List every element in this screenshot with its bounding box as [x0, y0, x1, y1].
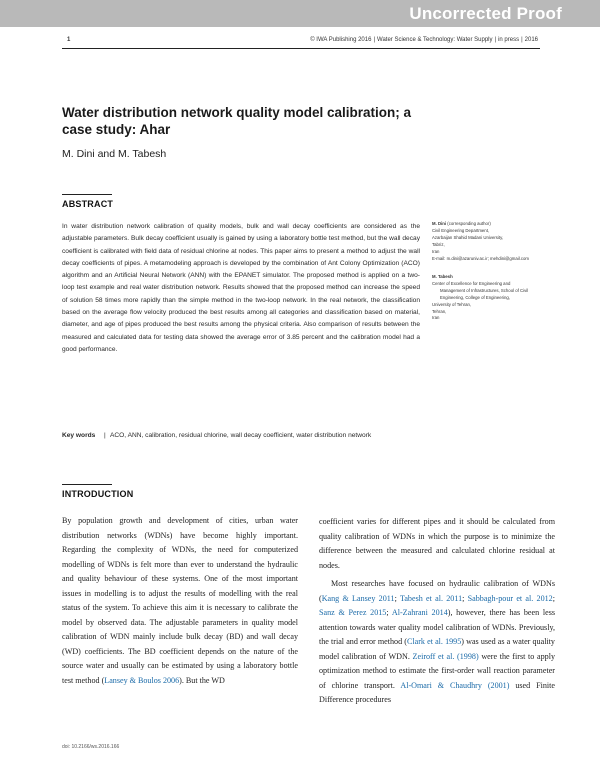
keywords-block: [62, 430, 420, 442]
intro-text: ). But the WD: [179, 675, 225, 685]
keywords-text: ACO, ANN, calibration, residual chlorine, wall decay coefficient, water distribution network: [110, 432, 372, 439]
citation-link[interactable]: Kang & Lansey 2011: [321, 593, 395, 603]
keywords-label: Key words: [62, 432, 96, 439]
intro-paragraph: [62, 514, 298, 688]
citation-link[interactable]: Zeiroff et al. (1998): [412, 651, 479, 661]
affiliation-author1: [432, 221, 562, 262]
citation-link[interactable]: Clark et al. 1995: [406, 637, 462, 646]
abstract-heading: ABSTRACT: [62, 199, 114, 209]
affil1-line: Tabriz,: [432, 241, 445, 247]
citation-link[interactable]: Sanz & Perez 2015: [319, 608, 387, 617]
affil2-line: Center of Excellence for Engineering and: [432, 280, 511, 286]
affil1-line: Azarbaijan Shahid Madani University,: [432, 234, 504, 240]
article-authors: M. Dini and M. Tabesh: [62, 148, 167, 160]
citation-link[interactable]: Al-Zahrani 2014: [391, 608, 448, 617]
intro-text: ), however, there has been less attention towards water quality model calibration of WDNs. Previously, the trial and error method (: [319, 608, 556, 646]
intro-text: ;: [386, 608, 392, 617]
intro-text: ;: [552, 593, 555, 603]
author1-role: (corresponding author): [447, 221, 491, 226]
intro-text: ) was used as a water quality model calibration of WDN.: [319, 637, 555, 661]
affil2-line: University of Tehran,: [432, 301, 472, 307]
affil1-line: Iran: [432, 248, 440, 254]
introduction-rule: [62, 484, 112, 485]
affiliation-author2: [432, 274, 562, 322]
body-column-right: [319, 515, 555, 708]
abstract-body: [62, 221, 420, 356]
intro-text: Most researches have focused on hydraulic calibration of WDNs (: [319, 579, 555, 603]
intro-paragraph-continued: coefficient varies for different pipes and it should be calculated from quality calibration of WDNs in which the purpose is to minimize the difference between the measured and calculated chlorine residual at nodes.: [319, 517, 555, 570]
intro-text: ;: [394, 593, 400, 603]
header-rule: [62, 48, 540, 49]
affil2-line: Iran: [432, 315, 440, 321]
doi-footer[interactable]: doi: 10.2166/ws.2016.166: [62, 744, 120, 750]
intro-text: By population growth and development of cities, urban water distribution networks (WDNs) have become highly important. Regarding the complexity of WDNs, the need for computerized modelling of WDNs is felt more than ever to understand the hydraulic and quality behaviour of these systems. One of the most important issues in modelling is to adjust the results of modelling with the real status of the system. To achieve this aim it is necessary to calibrate the model by observed data. The adjustable parameters in quality model calibration of WDN mainly include bulk decay (BD) and wall decay (WD) coefficients. The BD coefficient depends on the nature of the source water and usually can be estimated by using a laboratory bottle test method (: [62, 516, 298, 685]
affil2-line: Tehran,: [432, 308, 447, 314]
intro-text: ;: [462, 593, 468, 603]
abstract-rule: [62, 194, 112, 195]
journal-name: Water Science & Technology: Water Supply: [377, 37, 493, 43]
article-title: Water distribution network quality model calibration; a case study: Ahar: [62, 105, 412, 137]
keywords-separator: |: [104, 432, 106, 439]
affil2-line: Engineering, College of Engineering,: [440, 294, 510, 300]
intro-paragraph: [319, 577, 555, 708]
author1-name: M. Dini: [432, 221, 447, 226]
page-number: 1: [67, 37, 71, 43]
proof-banner-text: Uncorrected Proof: [409, 4, 562, 23]
press-status: in press: [498, 37, 520, 43]
proof-banner: [0, 0, 600, 27]
running-head-right: © IWA Publishing 2016 | Water Science & Technology: Water Supply | in press | 2016: [310, 37, 538, 43]
intro-text: used Finite Difference procedures: [319, 680, 555, 704]
journal-year: 2016: [524, 37, 538, 43]
author2-name: M. Tabesh: [432, 274, 453, 279]
citation-link[interactable]: Sabbagh-pour et al. 2012: [467, 593, 553, 603]
intro-text: were the first to apply optimization method to estimate the first-order wall reaction parameter of chlorine transport.: [319, 651, 555, 690]
citation-link[interactable]: Al-Omari & Chaudhry (2001): [400, 680, 510, 690]
affil1-line: Civil Engineering Department,: [432, 227, 490, 233]
author1-email[interactable]: E-mail: m.dini@azaruniv.ac.ir; mehdini@gmail.com: [432, 255, 529, 261]
abstract-text: In water distribution network calibration of quality models, bulk and wall decay coefficients are considered as the adjustable parameters. Bulk decay coefficient usually is gained by using a laboratory bottle test method, but the wall decay coefficient is calibrated with field data of residual chlorine at nodes. This paper aims to present a method to adjust the wall decay coefficients of pipes. A metamodeling approach is developed by the combination of Ant Colony Optimization (ACO) algorithm and an Artificial Neural Network (ANN) with the EPANET simulator. The proposed method is applied on a two-loop test example and real water distribution network. Results showed that the proposed method can increase the speed of solution 58 times more rapidly than the simple method in the two-loop network. In the real network, the classification based on the average flow velocity produced the best results among all categories and classification based on material, diameter, and age of pipes produced the best results among the physical criteria. Also comparison of results between the measured and calculated data for testing data showed the average error of 3.85 percent and the calibration model had a good performance.: [62, 223, 420, 353]
introduction-heading: INTRODUCTION: [62, 489, 134, 499]
citation-link[interactable]: Lansey & Boulos 2006: [104, 675, 180, 685]
affil2-line: Management of Infrastructures, School of Civil: [440, 287, 529, 293]
body-column-left: [62, 514, 298, 688]
publisher-text: © IWA Publishing 2016: [310, 37, 372, 43]
citation-link[interactable]: Tabesh et al. 2011: [399, 593, 463, 603]
